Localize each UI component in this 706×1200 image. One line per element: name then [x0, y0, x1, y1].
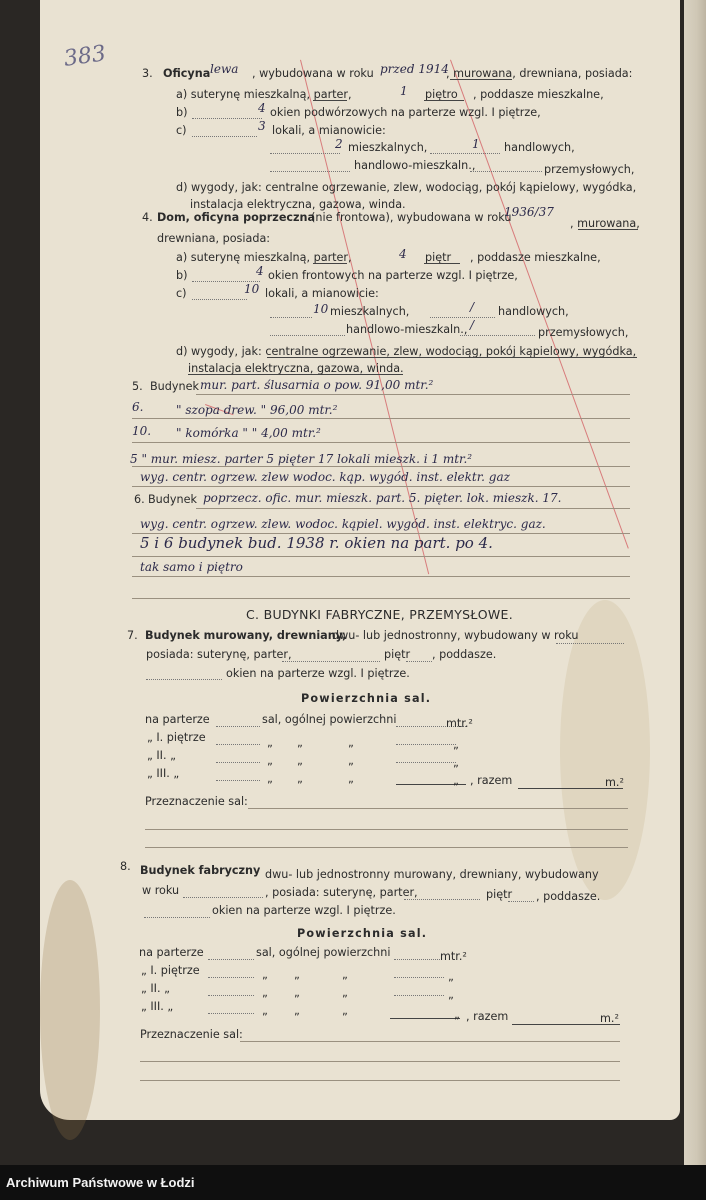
- fill-line: [430, 153, 500, 154]
- item4-d1: d) wygody, jak: centralne ogrzewanie, zlew, wodociąg, pokój kąpielowy, wygódka,: [176, 345, 637, 358]
- quote-mark: „: [297, 772, 303, 785]
- item3-a-floor-label: piętro: [425, 88, 458, 101]
- item3-b-text: okien podwórzowych na parterze wzgl. I piętrze,: [270, 106, 541, 119]
- quote-mark: „: [342, 1004, 348, 1017]
- underline: [450, 79, 512, 80]
- item4-c-label: c): [176, 287, 187, 300]
- item6-hw1: poprzecz. ofic. mur. mieszk. part. 5. pięter. lok. mieszk. 17.: [203, 491, 562, 505]
- quote-mark: „: [267, 772, 273, 785]
- item8-ground: na parterze: [139, 946, 204, 959]
- form-line: [145, 847, 628, 848]
- stain: [560, 600, 650, 900]
- item8-area-heading: Powierzchnia sal.: [297, 927, 428, 940]
- underline: [424, 263, 460, 264]
- item7-attic: , poddasze.: [432, 648, 497, 661]
- item4-b-hw: 4: [256, 264, 264, 278]
- fill-line: [406, 661, 432, 662]
- item3-mixed: handlowo-mieszkaln.,: [354, 159, 476, 172]
- fill-line: [470, 171, 542, 172]
- item8-m2: m.²: [600, 1012, 619, 1025]
- fill-line: [270, 171, 350, 172]
- item4-b-text: okien frontowych na parterze wzgl. I piętrze,: [268, 269, 518, 282]
- fill-line: [396, 762, 456, 763]
- quote-mark: „: [262, 986, 268, 999]
- fill-line: [192, 299, 247, 300]
- fill-line: [394, 995, 444, 996]
- item5-label: Budynek: [150, 380, 199, 393]
- item4-a-floors: 4: [399, 247, 407, 261]
- form-line: [132, 466, 630, 467]
- item3-com-hw: 1: [472, 137, 480, 151]
- item8-floor2: „ II. „: [141, 982, 170, 995]
- form-line: [132, 556, 630, 557]
- fill-line: [394, 959, 440, 960]
- item7-floor3: „ III. „: [147, 767, 180, 780]
- quote-mark: „: [454, 1008, 460, 1021]
- item7-line2: posiada: suterynę, parter,: [146, 648, 292, 661]
- item4-com-hw: /: [470, 300, 475, 314]
- quote-mark: „: [348, 772, 354, 785]
- section-c-title: C. BUDYNKI FABRYCZNE, PRZEMYSŁOWE.: [246, 607, 514, 622]
- quote-mark: „: [453, 756, 459, 769]
- form-line: [145, 829, 628, 830]
- item4-title: Dom, oficyna poprzeczna: [157, 211, 316, 224]
- item8-sal: sal, ogólnej powierzchni: [256, 946, 391, 959]
- quote-mark: „: [297, 736, 303, 749]
- form-line: [196, 394, 630, 395]
- item4-num: 4.: [142, 211, 153, 224]
- item5-row6-hw: " szopa drew. " 96,00 mtr.²: [176, 403, 338, 417]
- form-line: [132, 486, 630, 487]
- item8-floor-label: piętr: [486, 888, 513, 901]
- underline: [390, 1018, 460, 1019]
- item4-com-text: handlowych,: [498, 305, 569, 318]
- quote-mark: „: [342, 986, 348, 999]
- quote-mark: „: [262, 968, 268, 981]
- fill-line: [216, 780, 260, 781]
- item7-mtr: mtr.²: [446, 717, 473, 730]
- item8-purpose: Przeznaczenie sal:: [140, 1028, 243, 1041]
- quote-mark: „: [448, 988, 454, 1001]
- underline: [267, 357, 637, 358]
- archive-footer-bar: [0, 1165, 706, 1200]
- paper-edge: [684, 0, 706, 1165]
- fill-line: [282, 661, 380, 662]
- item7-purpose: Przeznaczenie sal:: [145, 795, 248, 808]
- item3-title-hw: lewa: [210, 62, 239, 76]
- fill-line: [144, 917, 210, 918]
- item3-d1: d) wygody, jak: centralne ogrzewanie, zlew, wodociąg, pokój kąpielowy, wygódka,: [176, 181, 637, 194]
- item6-hw4: tak samo i piętro: [140, 560, 243, 574]
- item5-row5b-hw: 5 " mur. miesz. parter 5 pięter 17 lokali mieszk. i 1 mtr.²: [130, 452, 473, 466]
- fill-line: [216, 744, 260, 745]
- item7-sal: sal, ogólnej powierzchni: [262, 713, 397, 726]
- item4-d2: instalacja elektryczna, gazowa, winda.: [188, 362, 404, 375]
- fill-line: [208, 1013, 254, 1014]
- item4-b-label: b): [176, 269, 188, 282]
- item8-line2a: w roku: [142, 884, 180, 897]
- item3-res-hw: 2: [335, 137, 343, 151]
- item8-floor1: „ I. piętrze: [141, 964, 200, 977]
- fill-line: [216, 726, 260, 727]
- underline: [578, 229, 638, 230]
- form-line: [248, 808, 628, 809]
- fill-line: [430, 317, 495, 318]
- item5-row5c-hw: wyg. centr. ogrzew. zlew wodoc. kąp. wygód. inst. elektr. gaz: [140, 470, 510, 484]
- quote-mark: „: [453, 738, 459, 751]
- item4-c-hw: 10: [244, 282, 260, 296]
- quote-mark: „: [267, 736, 273, 749]
- item7-floor2: „ II. „: [147, 749, 176, 762]
- item6-hw2: wyg. centr. ogrzew. zlew. wodoc. kąpiel. wygód. inst. elektryc. gaz.: [140, 517, 546, 531]
- item7-title: Budynek murowany, drewniany,: [145, 629, 347, 642]
- underline: [313, 100, 347, 101]
- quote-mark: „: [294, 1004, 300, 1017]
- item3-a-floors: 1: [400, 84, 408, 98]
- item3-com-text: handlowych,: [504, 141, 575, 154]
- fill-line: [216, 762, 260, 763]
- item8-line2b: , posiada: suterynę, parter,: [265, 886, 418, 899]
- item4-title-rest: (nie frontowa), wybudowana w roku: [311, 211, 512, 224]
- quote-mark: „: [297, 754, 303, 767]
- fill-line: [460, 335, 535, 336]
- item3-num: 3.: [142, 67, 153, 80]
- item3-c-hw: 3: [258, 119, 266, 133]
- fill-line: [192, 136, 257, 137]
- item8-windows: okien na parterze wzgl. I piętrze.: [212, 904, 396, 917]
- fill-line: [556, 643, 624, 644]
- item4-res-hw: 10: [313, 302, 329, 316]
- underline: [313, 263, 347, 264]
- item6-num: 6.: [134, 493, 145, 506]
- item7-ground: na parterze: [145, 713, 210, 726]
- item8-title: Budynek fabryczny: [140, 864, 261, 877]
- fill-line: [183, 897, 263, 898]
- item4-material1: , murowana,: [570, 217, 640, 230]
- fill-line: [270, 335, 345, 336]
- item5-num: 5.: [132, 380, 143, 393]
- item3-a-attic: , poddasze mieszkalne,: [473, 88, 604, 101]
- item8-num: 8.: [120, 860, 131, 873]
- fill-line: [394, 977, 444, 978]
- fill-line: [146, 679, 222, 680]
- form-line: [132, 442, 630, 443]
- quote-mark: „: [448, 970, 454, 983]
- item8-mtr: mtr.²: [440, 950, 467, 963]
- item3-a: a) suterynę mieszkalną, parter,: [176, 88, 352, 101]
- stain: [40, 880, 100, 1140]
- item7-razem: , razem: [470, 774, 513, 787]
- item4-a-attic: , poddasze mieszkalne,: [470, 251, 601, 264]
- item7-floor-label: piętr: [384, 648, 411, 661]
- item3-ind: przemysłowych,: [544, 163, 635, 176]
- item3-built: , wybudowana w roku: [252, 67, 374, 80]
- quote-mark: „: [294, 986, 300, 999]
- fill-line: [270, 317, 312, 318]
- item5-hw: mur. part. ślusarnia o pow. 91,00 mtr.²: [200, 378, 434, 392]
- item8-razem: , razem: [466, 1010, 509, 1023]
- fill-line: [396, 744, 456, 745]
- item3-d2: instalacja elektryczna, gazowa, winda.: [190, 198, 406, 211]
- item5-row10-hw: " komórka " " 4,00 mtr.²: [176, 426, 321, 440]
- item3-material: , murowana, drewniana, posiada:: [446, 67, 633, 80]
- form-line: [132, 576, 630, 577]
- quote-mark: „: [262, 1004, 268, 1017]
- underline: [424, 100, 464, 101]
- item5-row6-num: 6.: [132, 400, 144, 414]
- quote-mark: „: [348, 736, 354, 749]
- item7-floor1: „ I. piętrze: [147, 731, 206, 744]
- form-line: [132, 598, 630, 599]
- item4-mixed-hw: /: [470, 318, 475, 332]
- fill-line: [208, 959, 254, 960]
- item4-a: a) suterynę mieszkalną, parter,: [176, 251, 352, 264]
- item7-windows: okien na parterze wzgl. I piętrze.: [226, 667, 410, 680]
- fill-line: [208, 995, 254, 996]
- fill-line: [208, 977, 254, 978]
- quote-mark: „: [348, 754, 354, 767]
- item7-area-heading: Powierzchnia sal.: [301, 692, 432, 705]
- fill-line: [192, 118, 262, 119]
- form-line: [196, 508, 630, 509]
- item3-b-hw: 4: [258, 101, 266, 115]
- page-number: 383: [62, 41, 108, 72]
- item6-label: Budynek: [148, 493, 197, 506]
- fill-line: [508, 901, 534, 902]
- item7-num: 7.: [127, 629, 138, 642]
- form-line: [140, 1080, 620, 1081]
- underline: [188, 374, 403, 375]
- item4-material2: drewniana, posiada:: [157, 232, 271, 245]
- item8-attic: , poddasze.: [536, 890, 601, 903]
- fill-line: [270, 153, 340, 154]
- item4-year-hw: 1936/37: [504, 205, 554, 219]
- item6-hw3: 5 i 6 budynek bud. 1938 r. okien na part. po 4.: [140, 534, 493, 552]
- form-line: [132, 418, 630, 419]
- item7-m2: m.²: [605, 776, 624, 789]
- quote-mark: „: [294, 968, 300, 981]
- item3-c-label: c): [176, 124, 187, 137]
- item4-a-floor-label: piętr: [425, 251, 452, 264]
- item3-year-hw: przed 1914: [380, 62, 449, 76]
- archive-label: Archiwum Państwowe w Łodzi: [6, 1175, 195, 1190]
- item3-title: Oficyna: [163, 67, 211, 80]
- item7-title-rest: dwu- lub jednostronny, wybudowany w roku: [332, 629, 579, 642]
- fill-line: [404, 899, 480, 900]
- form-line: [140, 1061, 620, 1062]
- quote-mark: „: [342, 968, 348, 981]
- item4-res-text: mieszkalnych,: [330, 305, 410, 318]
- quote-mark: „: [453, 774, 459, 787]
- item4-mixed: handlowo-mieszkaln.,: [346, 323, 468, 336]
- item3-c-text: lokali, a mianowicie:: [272, 124, 386, 137]
- form-line: [240, 1041, 620, 1042]
- item3-res-text: mieszkalnych,: [348, 141, 428, 154]
- item8-title-rest: dwu- lub jednostronny murowany, drewniany, wybudowany: [265, 868, 599, 881]
- item4-ind: przemysłowych,: [538, 326, 629, 339]
- item3-b-label: b): [176, 106, 188, 119]
- item4-c-text: lokali, a mianowicie:: [265, 287, 379, 300]
- quote-mark: „: [267, 754, 273, 767]
- item5-row10-num: 10.: [132, 424, 152, 438]
- item8-floor3: „ III. „: [141, 1000, 174, 1013]
